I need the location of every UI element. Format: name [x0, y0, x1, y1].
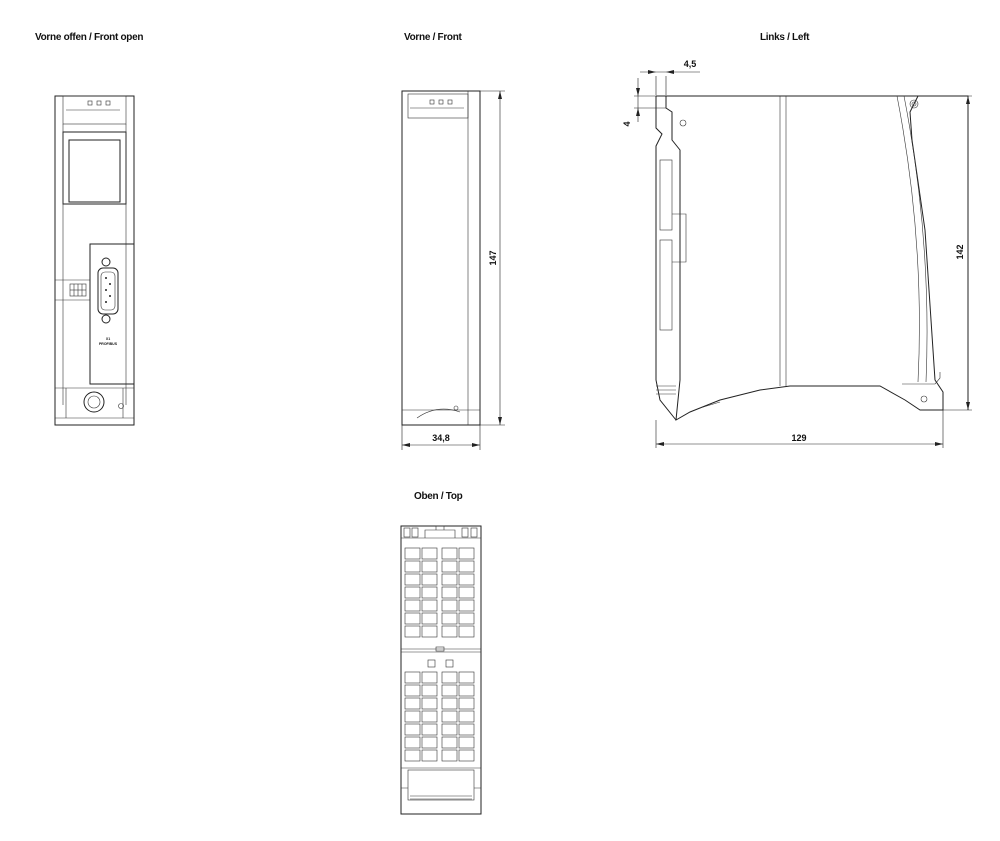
- vent-slot: [422, 724, 437, 735]
- vent-slot: [442, 724, 457, 735]
- vent-slot: [442, 685, 457, 696]
- vent-slot: [459, 600, 474, 611]
- vent-slot: [405, 698, 420, 709]
- vent-grid-upper: [405, 548, 474, 637]
- left-depth-dimension: 129: [791, 433, 807, 443]
- vent-slot: [459, 613, 474, 624]
- vent-slot: [459, 587, 474, 598]
- vent-slot: [422, 685, 437, 696]
- vent-slot: [422, 737, 437, 748]
- vent-slot: [442, 548, 457, 559]
- vent-slot: [405, 613, 420, 624]
- vent-slot: [442, 737, 457, 748]
- tab-width-dimension: 4,5: [683, 59, 697, 69]
- vent-slot: [459, 548, 474, 559]
- vent-slot: [405, 587, 420, 598]
- front-height-dimension: 147: [488, 250, 498, 266]
- vent-slot: [459, 672, 474, 683]
- vent-slot: [405, 672, 420, 683]
- vent-slot: [422, 600, 437, 611]
- vent-slot: [442, 561, 457, 572]
- vent-slot: [442, 574, 457, 585]
- vent-slot: [459, 711, 474, 722]
- vent-slot: [442, 750, 457, 761]
- vent-slot: [459, 574, 474, 585]
- vent-grid-lower: [405, 672, 474, 761]
- vent-slot: [422, 561, 437, 572]
- vent-slot: [405, 750, 420, 761]
- left-view: [622, 59, 972, 448]
- vent-slot: [459, 561, 474, 572]
- vent-slot: [422, 711, 437, 722]
- vent-slot: [459, 750, 474, 761]
- vent-slot: [459, 737, 474, 748]
- vent-slot: [442, 626, 457, 637]
- vent-slot: [442, 698, 457, 709]
- vent-slot: [405, 685, 420, 696]
- vent-slot: [422, 626, 437, 637]
- top-view-title: Oben / Top: [414, 491, 463, 502]
- vent-slot: [405, 600, 420, 611]
- profibus-label: PROFIBUS: [98, 342, 118, 346]
- vent-slot: [422, 548, 437, 559]
- vent-slot: [442, 587, 457, 598]
- vent-slot: [405, 561, 420, 572]
- front-view-title: Vorne / Front: [404, 32, 462, 43]
- vent-slot: [442, 613, 457, 624]
- vent-slot: [422, 574, 437, 585]
- vent-slot: [422, 672, 437, 683]
- vent-slot: [422, 750, 437, 761]
- vent-slot: [422, 698, 437, 709]
- vent-slot: [405, 574, 420, 585]
- vent-slot: [405, 737, 420, 748]
- vent-slot: [405, 548, 420, 559]
- left-height-dimension: 142: [955, 244, 965, 260]
- front-open-view-title: Vorne offen / Front open: [35, 32, 144, 43]
- vent-slot: [442, 600, 457, 611]
- x1-port-label: X1: [105, 337, 111, 341]
- vent-slot: [459, 626, 474, 637]
- vent-slot: [459, 724, 474, 735]
- front-view: [402, 91, 505, 450]
- vent-slot: [422, 613, 437, 624]
- vent-slot: [405, 711, 420, 722]
- tab-height-dimension: 4: [622, 121, 632, 127]
- vent-slot: [422, 587, 437, 598]
- vent-slot: [405, 724, 420, 735]
- top-view: [401, 526, 481, 814]
- vent-slot: [405, 626, 420, 637]
- front-width-dimension: 34,8: [432, 433, 450, 443]
- left-view-title: Links / Left: [760, 32, 810, 43]
- vent-slot: [459, 698, 474, 709]
- vent-slot: [442, 711, 457, 722]
- front-open-view: [55, 96, 134, 425]
- vent-slot: [459, 685, 474, 696]
- vent-slot: [442, 672, 457, 683]
